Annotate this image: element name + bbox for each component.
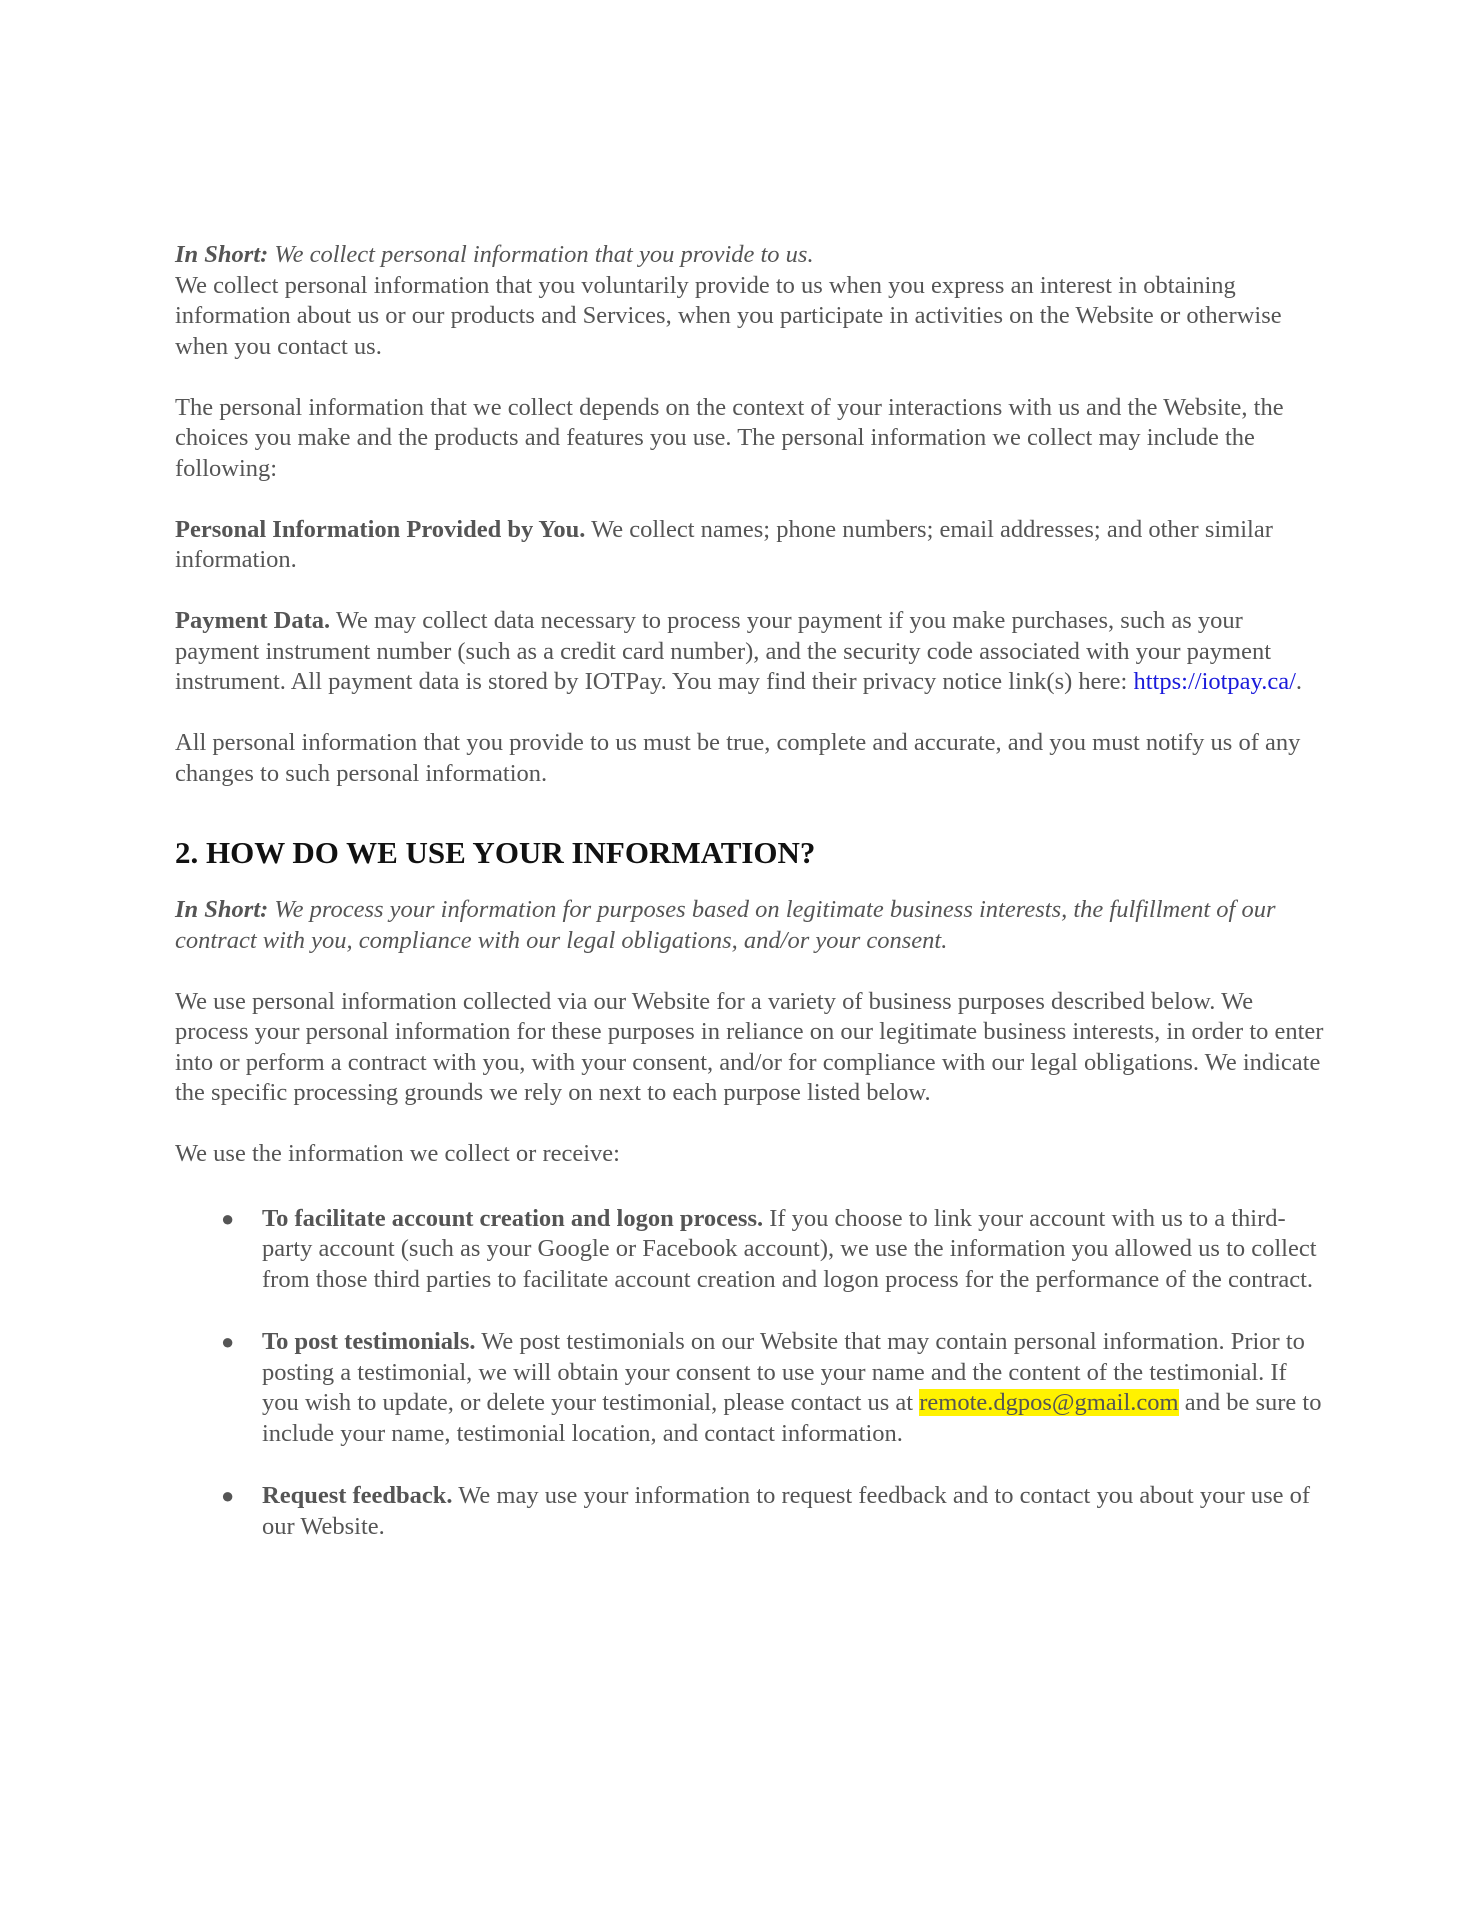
list-item-feedback	[175, 1481, 1325, 1542]
payment-data-paragraph	[175, 606, 1325, 698]
list-item-testimonials	[175, 1327, 1325, 1449]
document-page	[175, 240, 1325, 1574]
bullet-title: Request feedback.	[262, 1482, 453, 1509]
in-short-summary-use	[175, 895, 1325, 956]
collection-paragraph: We collect personal information that you voluntarily provide to us when you express an interest in obtaining information about us or our products and Services, when you participate in activities on the Website or otherwise when you contact us.	[175, 271, 1282, 360]
bullet-title: To facilitate account creation and logon process.	[262, 1204, 764, 1232]
in-short-text: We collect personal information that you provide to us.	[268, 241, 814, 268]
use-intro-paragraph: We use the information we collect or receive:	[175, 1140, 620, 1167]
business-purposes-paragraph: We use personal information collected via our Website for a variety of business purposes described below. We process your personal information for these purposes in reliance on our legitimate business interests, in order to enter into or perform a contract with you, with your consent, and/or for compliance with our legal obligations. We indicate the specific processing grounds we rely on next to each purpose listed below.	[175, 987, 1324, 1106]
iotpay-link[interactable]: https://iotpay.ca/	[1133, 668, 1296, 695]
list-item-account-creation	[175, 1204, 1325, 1296]
payment-data-label: Payment Data.	[175, 607, 331, 634]
use-purposes-list	[175, 1204, 1325, 1543]
bullet-text: We may use your information to request feedback and to contact you about your use of our Website.	[262, 1482, 1311, 1540]
context-paragraph: The personal information that we collect depends on the context of your interactions with us and the Website, the choices you make and the products and features you use. The personal information we collect may include the following:	[175, 393, 1284, 482]
accuracy-paragraph: All personal information that you provide to us must be true, complete and accurate, and you must notify us of any changes to such personal information.	[175, 729, 1301, 787]
personal-info-label: Personal Information Provided by You.	[175, 515, 586, 543]
bullet-text: We post testimonials on our Website that may contain personal information. Prior to posting a testimonial, we will obtain your consent to use your name and the content of the testimonial. If you wish to update, or delete your testimonial, please contact us at	[262, 1328, 1305, 1416]
bullet-text-after: and be sure to include your name, testimonial location, and contact information.	[262, 1389, 1322, 1447]
personal-info-text: We collect names; phone numbers; email addresses; and other similar information.	[175, 515, 1273, 573]
bullet-icon: ●	[221, 1483, 235, 1508]
contact-email-highlight[interactable]: remote.dgpos@gmail.com	[919, 1389, 1179, 1416]
bullet-icon: ●	[221, 1329, 235, 1354]
payment-data-text: We may collect data necessary to process your payment if you make purchases, such as your payment instrument number (such as a credit card number), and the security code associated with your payment instrument. All payment data is stored by IOTPay. You may find their privacy notice link(s) here:	[175, 607, 1272, 695]
in-short-label-use: In Short:	[175, 896, 269, 923]
in-short-label: In Short:	[175, 241, 269, 268]
payment-link-suffix: .	[1295, 668, 1303, 695]
in-short-text-use: We process your information for purposes based on legitimate business interests, the fulfillment of our contract with you, compliance with our legal obligations, and/or your consent.	[175, 896, 1276, 954]
personal-info-paragraph	[175, 515, 1325, 576]
bullet-icon: ●	[221, 1205, 235, 1231]
in-short-summary	[175, 240, 1325, 271]
section-heading-use-info: 2. HOW DO WE USE YOUR INFORMATION?	[175, 835, 816, 870]
bullet-text: If you choose to link your account with us to a third-party account (such as your Google or Facebook account), we use the information you allowed us to collect from those third parties to facilitate account creation and logon process for the performance of the contract.	[262, 1204, 1317, 1293]
bullet-title: To post testimonials.	[262, 1328, 476, 1355]
